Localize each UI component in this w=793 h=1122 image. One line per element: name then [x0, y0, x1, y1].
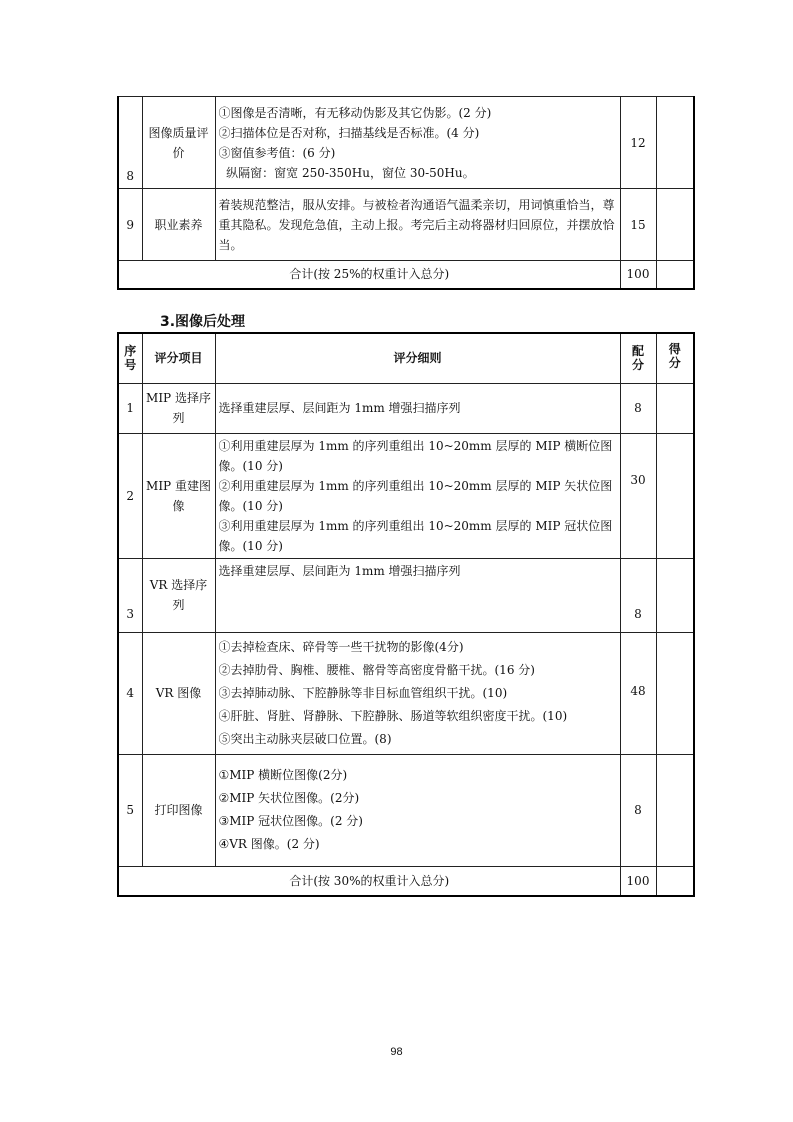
criteria-line: ⑤突出主动脉夹层破口位置。(8) — [218, 731, 392, 746]
row-item: 职业素养 — [142, 189, 215, 261]
row-points: 8 — [620, 754, 656, 866]
row-number: 4 — [118, 632, 142, 754]
header-item: 评分项目 — [142, 333, 215, 383]
table-row — [118, 754, 694, 866]
criteria-line: ②利用重建层厚为 1mm 的序列重组出 10~20mm 层厚的 MIP 矢状位图像。(10 分) — [218, 478, 613, 513]
table-row — [118, 189, 694, 261]
row-number: 3 — [118, 558, 142, 632]
row-criteria: 选择重建层厚、层间距为 1mm 增强扫描序列 — [215, 558, 620, 632]
row-number: 2 — [118, 433, 142, 558]
row-points: 12 — [620, 97, 656, 189]
header-criteria: 评分细则 — [215, 333, 620, 383]
row-number: 5 — [118, 754, 142, 866]
section-title: 3.图像后处理 — [160, 314, 246, 330]
table-row — [118, 433, 694, 558]
criteria-line: ②去掉肋骨、胸椎、腰椎、髂骨等高密度骨骼干扰。(16 分) — [218, 662, 535, 677]
post-processing-table — [117, 332, 695, 897]
row-score — [656, 632, 694, 754]
criteria-line: ④肝脏、肾脏、肾静脉、下腔静脉、肠道等软组织密度干扰。(10) — [218, 708, 568, 723]
row-number: 1 — [118, 383, 142, 433]
row-item: MIP 重建图像 — [142, 433, 215, 558]
row-item: 打印图像 — [142, 754, 215, 866]
criteria-line: ④VR 图像。(2 分) — [218, 837, 320, 851]
total-row — [118, 261, 694, 289]
row-points: 48 — [620, 632, 656, 754]
criteria-line: ①去掉检查床、碎骨等一些干扰物的影像(4分) — [218, 639, 464, 654]
total-points: 100 — [620, 261, 656, 289]
row-number: 9 — [118, 189, 142, 261]
row-item: VR 选择序列 — [142, 558, 215, 632]
criteria-line: ②扫描体位是否对称，扫描基线是否标准。(4 分) — [218, 125, 480, 140]
row-score — [656, 558, 694, 632]
scoring-table-part2 — [117, 96, 695, 290]
row-criteria — [215, 754, 620, 866]
row-score — [656, 383, 694, 433]
row-points: 8 — [620, 383, 656, 433]
row-criteria — [215, 632, 620, 754]
header-no: 序号 — [118, 333, 142, 383]
table-row — [118, 558, 694, 632]
row-points: 15 — [620, 189, 656, 261]
header-points: 配分 — [620, 333, 656, 383]
table-row — [118, 383, 694, 433]
row-criteria — [215, 433, 620, 558]
table-header-row — [118, 333, 694, 383]
table-row — [118, 97, 694, 189]
header-score: 得分 — [656, 333, 694, 383]
row-number: 8 — [118, 97, 142, 189]
criteria-line: ①图像是否清晰，有无移动伪影及其它伪影。(2 分) — [218, 105, 492, 120]
row-criteria: 选择重建层厚、层间距为 1mm 增强扫描序列 — [215, 383, 620, 433]
row-points: 30 — [620, 433, 656, 558]
total-score — [656, 261, 694, 289]
page-number: 98 — [390, 1046, 403, 1058]
row-score — [656, 754, 694, 866]
row-item: VR 图像 — [142, 632, 215, 754]
criteria-line: 纵隔窗：窗宽 250-350Hu，窗位 30-50Hu。 — [218, 165, 475, 180]
row-score — [656, 97, 694, 189]
table-row — [118, 632, 694, 754]
total-points: 100 — [620, 866, 656, 896]
criteria-line: ③MIP 冠状位图像。(2 分) — [218, 814, 363, 828]
criteria-line: ②MIP 矢状位图像。(2分) — [218, 791, 360, 805]
criteria-line: ③窗值参考值：(6 分) — [218, 145, 336, 160]
row-points: 8 — [620, 558, 656, 632]
criteria-line: ③去掉肺动脉、下腔静脉等非目标血管组织干扰。(10) — [218, 685, 508, 700]
criteria-line: ③利用重建层厚为 1mm 的序列重组出 10~20mm 层厚的 MIP 冠状位图像。(10 分) — [218, 518, 613, 553]
row-score — [656, 189, 694, 261]
row-criteria: 着装规范整洁，服从安排。与被检者沟通语气温柔亲切，用词慎重恰当，尊重其隐私。发现危急值，主动上报。考完后主动将器材归回原位，并摆放恰当。 — [215, 189, 620, 261]
total-label: 合计(按 25%的权重计入总分) — [118, 261, 620, 289]
row-item: MIP 选择序列 — [142, 383, 215, 433]
criteria-line: ①利用重建层厚为 1mm 的序列重组出 10~20mm 层厚的 MIP 横断位图像。(10 分) — [218, 438, 613, 473]
row-criteria — [215, 97, 620, 189]
total-row — [118, 866, 694, 896]
criteria-line: ①MIP 横断位图像(2分) — [218, 768, 348, 782]
row-item: 图像质量评价 — [142, 97, 215, 189]
row-score — [656, 433, 694, 558]
total-score — [656, 866, 694, 896]
total-label: 合计(按 30%的权重计入总分) — [118, 866, 620, 896]
